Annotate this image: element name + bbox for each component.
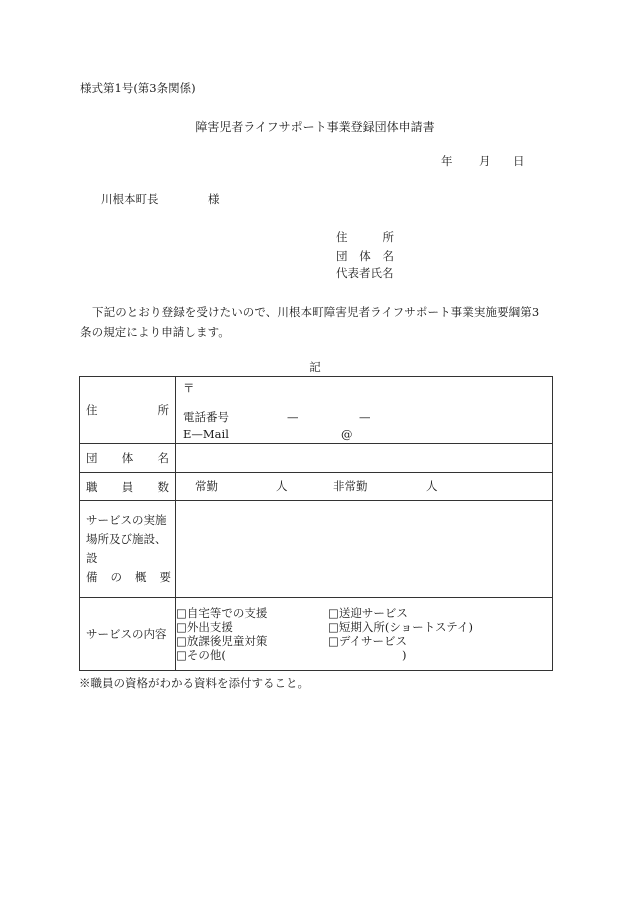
phone-dash: — [287,410,299,424]
service-checkbox-home[interactable]: □自宅等での支援 [176,606,268,620]
application-table [79,376,553,671]
honorific: 様 [208,192,220,206]
row-services [80,598,553,671]
row-group-name [80,444,553,473]
phone-label: 電話番号 [183,410,229,424]
service-checkbox-transport[interactable]: □送迎サービス [328,606,408,620]
year-label: 年 [441,154,453,168]
phone-dash: — [359,410,371,424]
form-number: 様式第1号(第3条関係) [80,81,196,95]
staff-count-field[interactable] [176,473,553,501]
facility-label: サービスの実施 場所及び施設、設 備 の 概 要 [80,501,176,598]
email-label: E—Mail [183,427,229,441]
staff-count-label: 職 員 数 [80,473,176,501]
facility-field[interactable] [176,501,553,598]
email-at: @ [341,427,353,441]
applicant-representative-label: 代表者氏名 [336,266,394,280]
applicant-address-label: 住 所 [336,230,394,244]
row-staff [80,473,553,501]
person-unit: 人 [426,479,438,493]
address-field[interactable] [176,377,553,444]
document-title: 障害児者ライフサポート事業登録団体申請書 [195,120,435,134]
fulltime-label: 常勤 [195,479,218,493]
group-name-label: 団 体 名 [80,444,176,473]
service-checkbox-outing[interactable]: □外出支援 [176,620,233,634]
person-unit: 人 [276,479,288,493]
parttime-label: 非常勤 [333,479,368,493]
service-checkbox-other[interactable]: □その他( [176,648,226,662]
service-content-label: サービスの内容 [80,598,176,671]
month-label: 月 [479,154,491,168]
other-close-paren: ) [402,648,407,662]
ki-heading: 記 [309,360,321,374]
address-label: 住 所 [80,377,176,444]
row-address [80,377,553,444]
addressee: 川根本町長 [101,192,159,206]
service-options [176,598,553,671]
service-row [176,620,552,634]
postal-mark: 〒 [183,381,195,395]
service-row [176,648,552,662]
intro-paragraph: 下記のとおり登録を受けたいので、川根本町障害児者ライフサポート事業実施要綱第3条の規定により申請します。 [80,305,540,339]
attachment-note: ※職員の資格がわかる資料を添付すること。 [79,676,309,690]
service-row [176,634,552,648]
service-checkbox-afterschool[interactable]: □放課後児童対策 [176,634,268,648]
applicant-group-label: 団 体 名 [336,249,394,263]
service-checkbox-dayservice[interactable]: □デイサービス [328,634,408,648]
day-label: 日 [513,154,525,168]
row-facility [80,501,553,598]
service-row [176,606,552,620]
service-checkbox-shortstay[interactable]: □短期入所(ショートステイ) [328,620,473,634]
group-name-field[interactable] [176,444,553,473]
